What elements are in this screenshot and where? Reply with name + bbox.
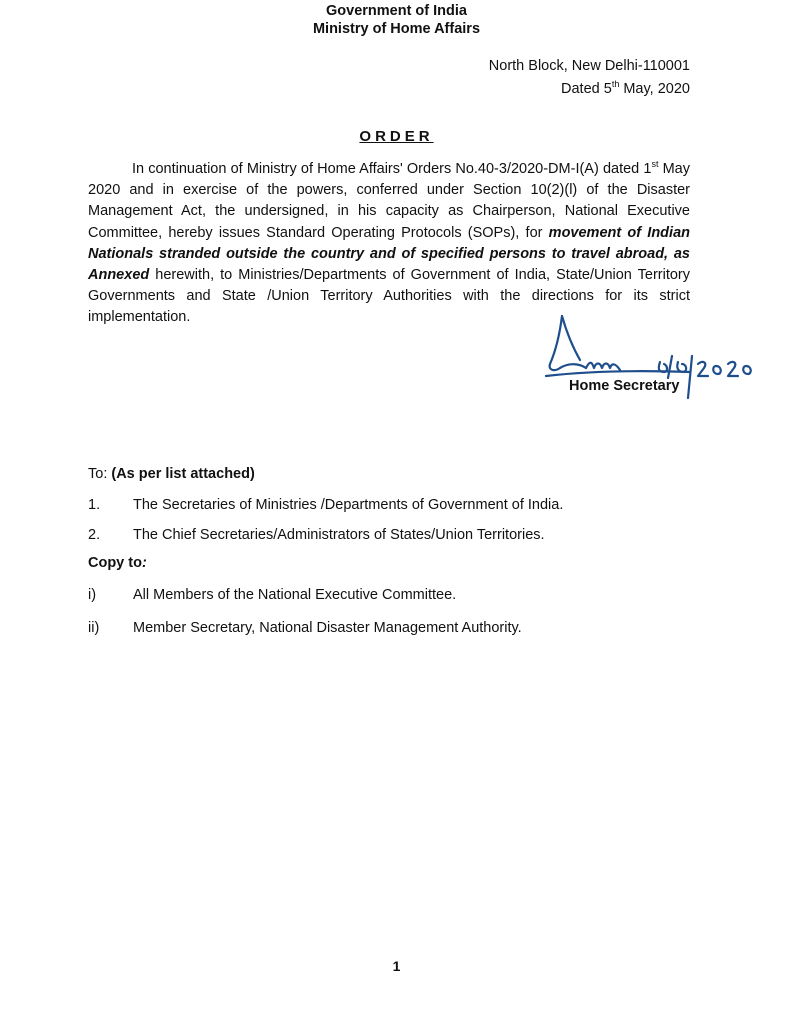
list-item-number: ii)	[88, 620, 100, 636]
list-item-text: The Chief Secretaries/Administrators of States/Union Territories.	[133, 527, 545, 543]
ministry-title: Ministry of Home Affairs	[312, 21, 481, 37]
order-text-3: herewith, to Ministries/Departments of Government of India, State/Union Territory Governments and State /Union Territory Authorities with the directions for its strict implementation.	[88, 267, 690, 326]
date-line	[489, 75, 690, 98]
address-place: North Block, New Delhi-110001	[488, 58, 690, 74]
list-item-text: All Members of the National Executive Committee.	[133, 587, 457, 603]
list-item-text: Member Secretary, National Disaster Management Authority.	[133, 620, 522, 636]
date-prefix: Dated 5	[561, 80, 612, 97]
to-heading	[88, 466, 255, 482]
list-item-number: 1.	[88, 497, 101, 513]
signatory-title: Home Secretary	[569, 378, 680, 394]
list-item-number: 2.	[88, 527, 101, 543]
order-heading: ORDER	[359, 128, 434, 145]
address-block	[489, 57, 690, 98]
date-ordinal: th	[611, 79, 620, 89]
to-label: To:	[88, 466, 112, 482]
copy-to-heading	[88, 555, 147, 571]
to-note: (As per list attached)	[111, 466, 255, 482]
order-text-1: In continuation of Ministry of Home Affairs' Orders No.40-3/2020-DM-I(A) dated 1	[132, 161, 652, 177]
order-text-2: May 2020 and in exercise of the powers, conferred under Section 10(2)(l) of the Disaster Management Act, the undersigned, in his capacity as Chairperson, National Executive Committee, hereby issues Standard Operating Protocols (SOPs), for	[88, 161, 690, 241]
order-ordinal: st	[651, 159, 659, 170]
date-suffix: May, 2020	[619, 80, 690, 97]
copy-to-label: Copy to	[88, 555, 142, 571]
government-title: Government of India	[326, 3, 467, 19]
order-emphasis: movement of Indian Nationals stranded outside the country and of specified persons to travel abroad, as Annexed	[88, 224, 690, 284]
copy-to-colon: :	[141, 555, 147, 571]
list-item-number: i)	[88, 587, 97, 603]
page-number: 1	[392, 958, 401, 974]
list-item-text: The Secretaries of Ministries /Departments of Government of India.	[133, 497, 564, 513]
order-body	[88, 159, 690, 329]
